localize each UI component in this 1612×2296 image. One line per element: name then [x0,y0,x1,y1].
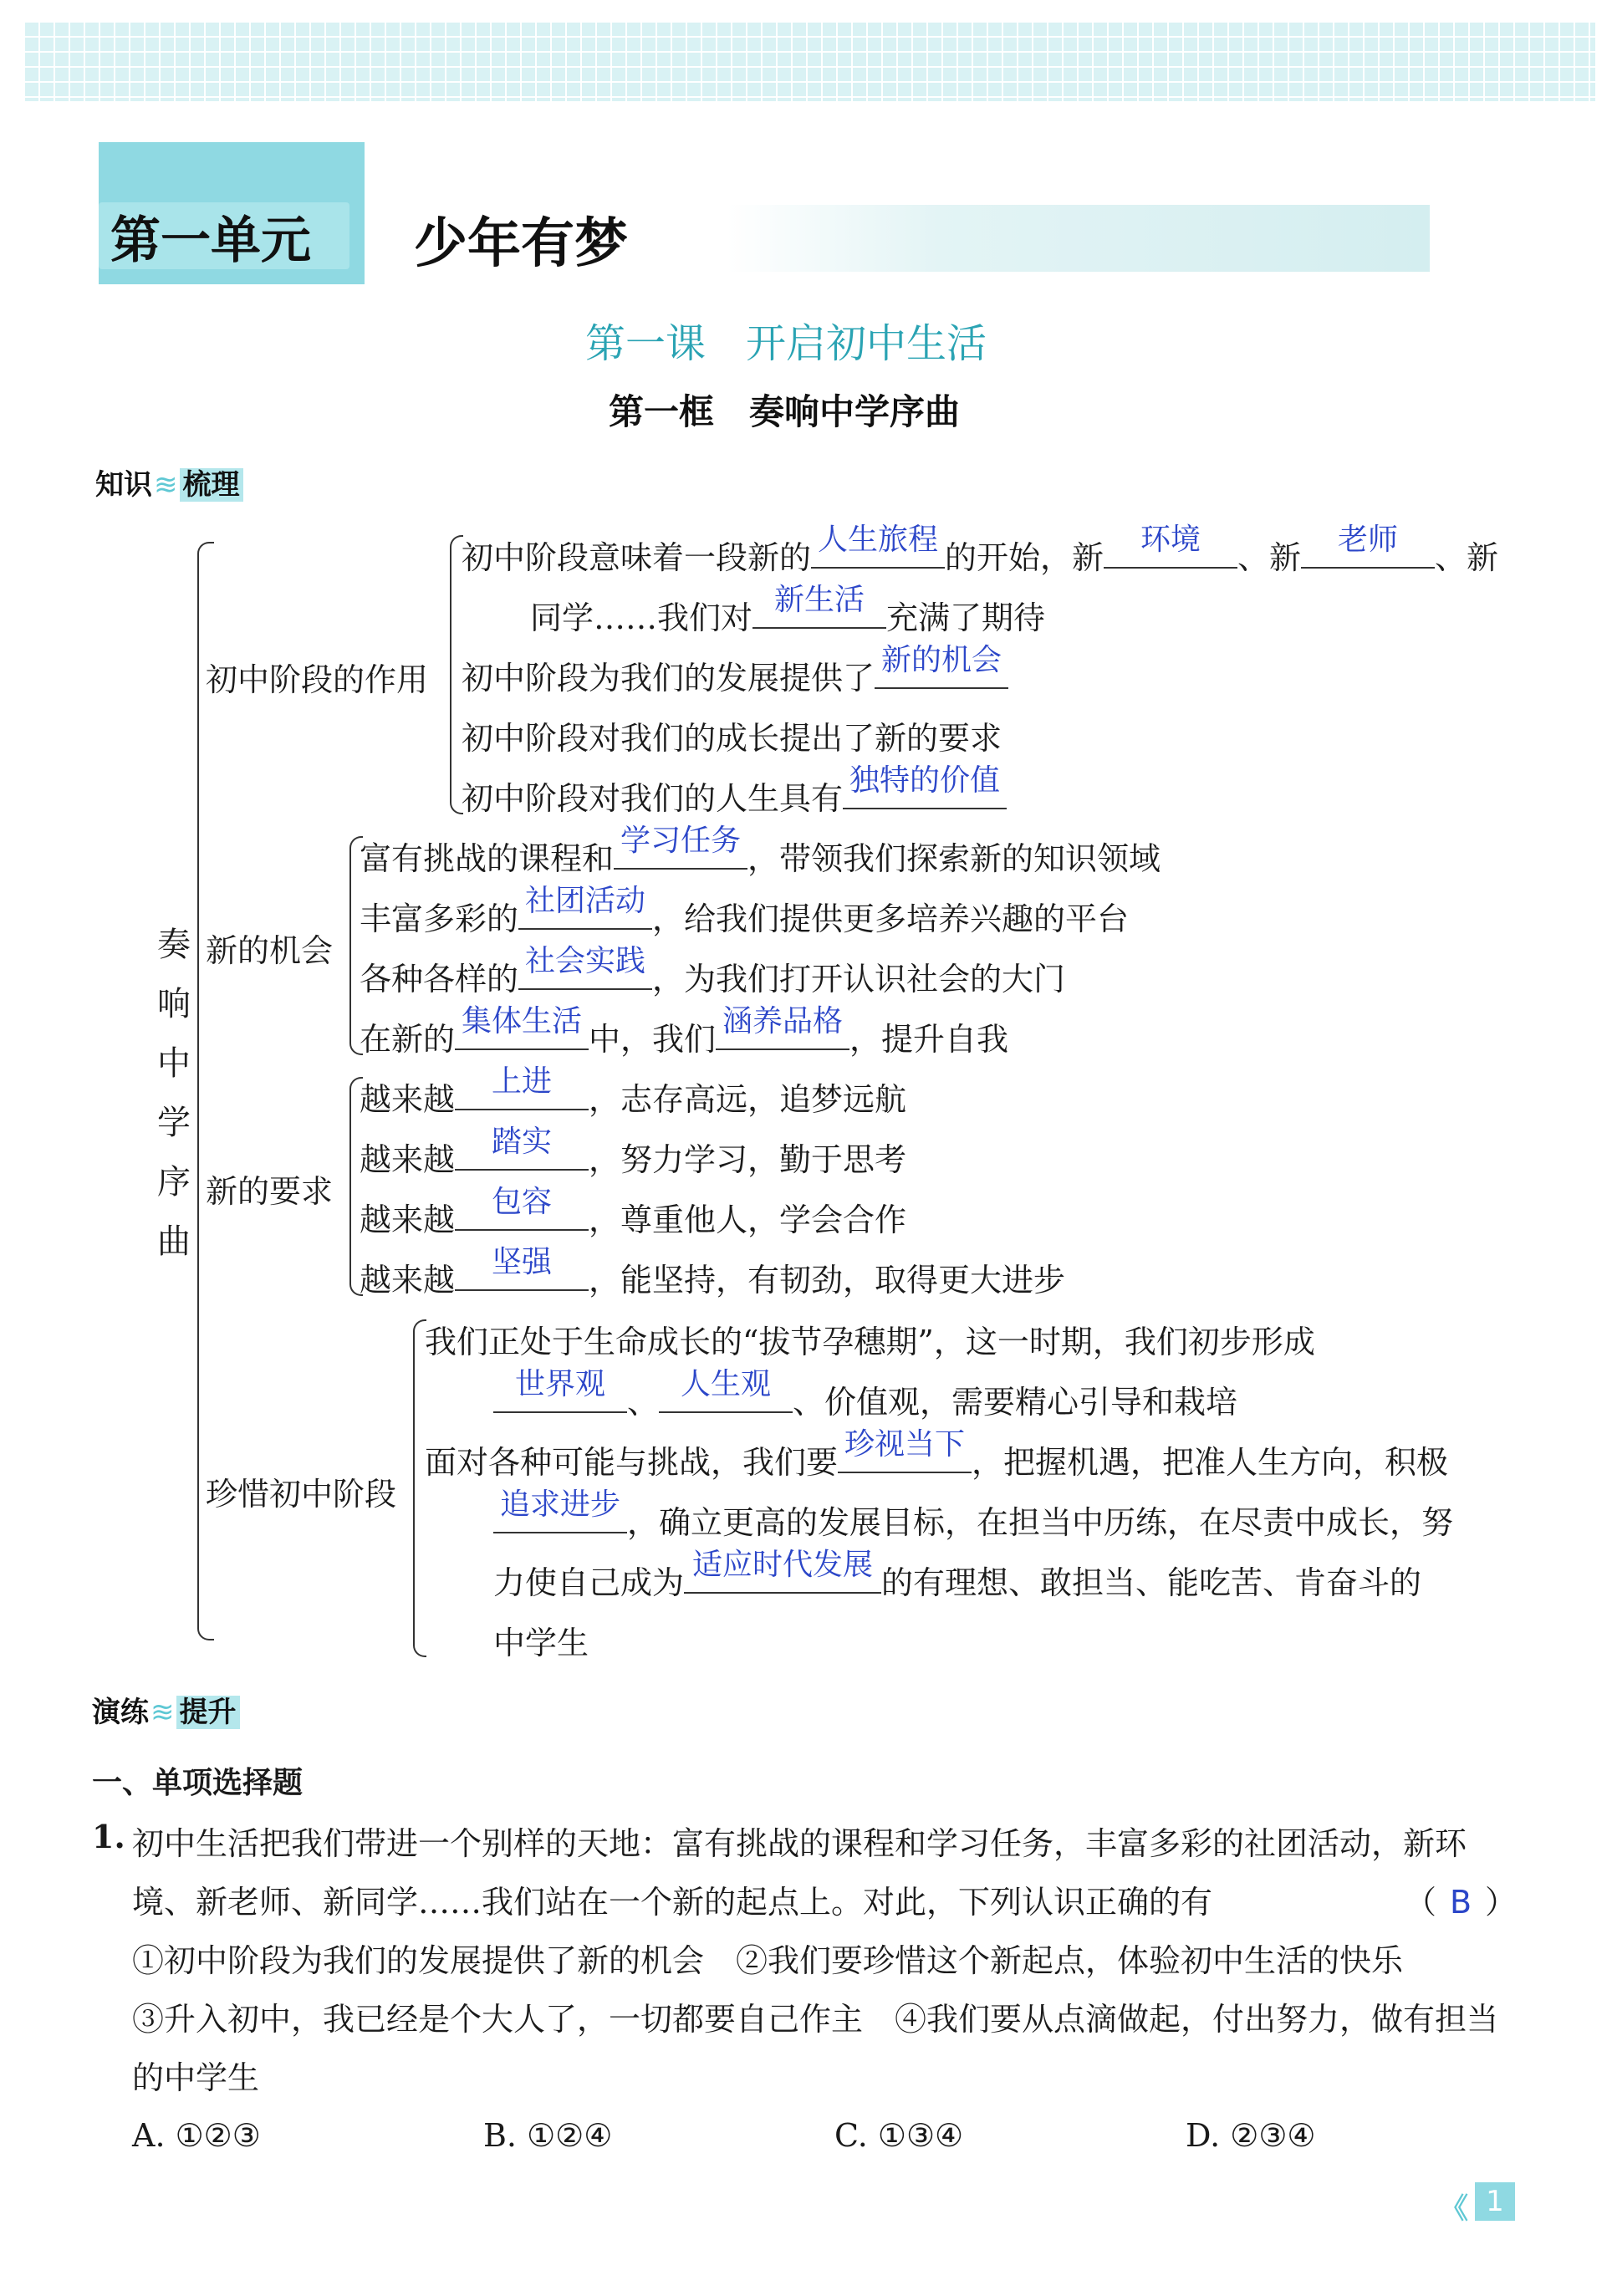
root-label-char: 奏 [157,926,191,964]
answer-blank [518,944,652,990]
question-statement-line-1: ①初中阶段为我们的发展提供了新的机会 ②我们要珍惜这个新起点，体验初中生活的快乐 [132,1942,1404,1979]
answer-blank [493,1487,627,1533]
branch-label-role: 初中阶段的作用 [206,661,429,698]
answer-text: 坚强 [492,1245,553,1279]
answer-blank [455,1185,589,1231]
root-label-char: 学 [157,1104,191,1142]
lesson-title: 第一课 开启初中生活 [585,320,987,367]
answer-blank [493,1367,627,1413]
title-strip [727,205,1430,272]
requirement-line-2: 越来越 踏实 ，努力学习，勤于思考 [360,1134,906,1180]
tag-separator-icon: ≋ [150,1696,175,1729]
option-d[interactable]: D. ②③④ [1186,2117,1316,2154]
answer-blank [811,523,945,569]
role-line-3: 初中阶段为我们的发展提供了 新的机会 [462,652,1008,698]
option-c[interactable]: C. ①③④ [834,2117,964,2154]
question-section-heading: 一、单项选择题 [92,1766,304,1800]
role-line-4: 初中阶段对我们的成长提出了新的要求 [462,720,1002,757]
answer-blank [684,1548,881,1594]
answer-blank [1301,523,1435,569]
answer-blank [1104,523,1237,569]
root-label-char: 中 [157,1044,191,1083]
answer-blank [752,583,886,629]
answer-blank [843,763,1007,809]
answer-blank [455,1125,589,1171]
answer-text: 环境 [1140,523,1201,557]
chevron-left-icon: 《 [1440,2192,1468,2226]
answer-blank [455,1004,589,1050]
cherish-line-5: 力使自己成为 适应时代发展 的有理想、敢担当、能吃苦、肯奋斗的 [493,1557,1421,1603]
opportunity-line-1: 富有挑战的课程和 学习任务 ，带领我们探索新的知识领域 [360,833,1161,879]
answer-text: 珍视当下 [844,1427,966,1462]
question-stem-line-2: 境、新老师、新同学……我们站在一个新的起点上。对此，下列认识正确的有 [132,1884,1213,1921]
role-line-1: 初中阶段意味着一段新的 人生旅程 的开始，新 环境 、新 老师 、新 [462,532,1498,578]
answer-text: 世界观 [514,1367,605,1401]
answer-text: 人生旅程 [818,523,939,557]
answer-blank [875,643,1008,689]
page-number: 1 [1475,2182,1515,2221]
root-label-char: 序 [157,1163,191,1202]
cherish-line-3: 面对各种可能与挑战，我们要 珍视当下 ，把握机遇，把准人生方向，积极 [425,1436,1448,1482]
unit-title: 少年有梦 [414,212,628,275]
requirement-line-4: 越来越 坚强 ，能坚持，有韧劲，取得更大进步 [360,1254,1065,1300]
question-statement-line-2: ③升入初中，我已经是个大人了，一切都要自己作主 ④我们要从点滴做起，付出努力，做有担当 [132,2001,1499,2038]
answer-blank [716,1004,849,1050]
answer-blank [614,824,747,870]
unit-label: 第一单元 [110,212,311,270]
cherish-line-1: 我们正处于生命成长的“拔节孕穗期”，这一时期，我们初步形成 [425,1324,1315,1360]
role-line-2: 同学……我们对 新生活 充满了期待 [530,592,1045,638]
answer-blank [455,1064,589,1110]
branch-label-opportunity: 新的机会 [206,932,334,969]
answer-text: 踏实 [492,1125,553,1159]
answer-text: 集体生活 [462,1004,583,1038]
answer-bracket: （ B ） [1405,1884,1518,1921]
answer-text: 社会实践 [525,944,646,978]
role-line-5: 初中阶段对我们的人生具有 独特的价值 [462,773,1007,819]
requirement-line-3: 越来越 包容 ，尊重他人，学会合作 [360,1194,906,1240]
cherish-line-2: 世界观 、 人生观 、价值观，需要精心引导和栽培 [493,1376,1237,1422]
question-stem-line-1: 初中生活把我们带进一个别样的天地：富有挑战的课程和学习任务，丰富多彩的社团活动，新环 [132,1825,1467,1862]
knowledge-tag-left: 知识 [95,468,152,502]
answer-text: 包容 [492,1185,553,1219]
opportunity-line-4: 在新的 集体生活 中，我们 涵养品格 ，提升自我 [360,1013,1008,1059]
header-grid-band [23,21,1595,101]
answer-text: 人生观 [681,1367,772,1401]
practice-tag-left: 演练 [92,1696,149,1729]
answer-text: 上进 [492,1064,553,1099]
answer-text: 追求进步 [499,1487,620,1522]
answer-blank [518,884,652,930]
branch-label-cherish: 珍惜初中阶段 [206,1476,397,1513]
requirement-line-1: 越来越 上进 ，志存高远，追梦远航 [360,1074,906,1120]
section-title: 第一框 奏响中学序曲 [609,391,961,432]
opportunity-line-2: 丰富多彩的 社团活动 ，给我们提供更多培养兴趣的平台 [360,893,1129,939]
root-label-char: 曲 [157,1222,191,1261]
option-b[interactable]: B. ①②④ [483,2117,613,2154]
option-a[interactable]: A. ①②③ [132,2117,261,2154]
cherish-line-6: 中学生 [493,1625,589,1661]
answer-text: 新生活 [774,583,865,617]
root-label-char: 响 [157,985,191,1023]
page-number-badge [1435,2182,1515,2226]
branch-label-requirement: 新的要求 [206,1173,334,1210]
question-statement-line-3: 的中学生 [132,2059,260,2096]
answer-text: 涵养品格 [722,1004,844,1038]
answer-text: 社团活动 [525,884,646,918]
branch-brace-cherish [413,1319,426,1657]
answer-blank [659,1367,793,1413]
answer-blank [455,1245,589,1291]
answer-choice: B [1449,1884,1472,1921]
knowledge-tag [95,462,243,503]
knowledge-tag-right: 梳理 [180,468,243,502]
answer-text: 适应时代发展 [692,1548,874,1582]
tag-separator-icon: ≋ [154,468,178,502]
answer-blank [838,1427,972,1473]
opportunity-line-3: 各种各样的 社会实践 ，为我们打开认识社会的大门 [360,953,1065,999]
practice-tag-right: 提升 [176,1696,240,1729]
cherish-line-4: 追求进步 ，确立更高的发展目标，在担当中历练，在尽责中成长，努 [493,1497,1453,1543]
answer-text: 独特的价值 [849,763,1001,798]
question-number: 1. [92,1818,125,1855]
answer-text: 老师 [1338,523,1399,557]
answer-text: 新的机会 [881,643,1002,677]
practice-tag [92,1689,240,1730]
answer-text: 学习任务 [620,824,742,858]
